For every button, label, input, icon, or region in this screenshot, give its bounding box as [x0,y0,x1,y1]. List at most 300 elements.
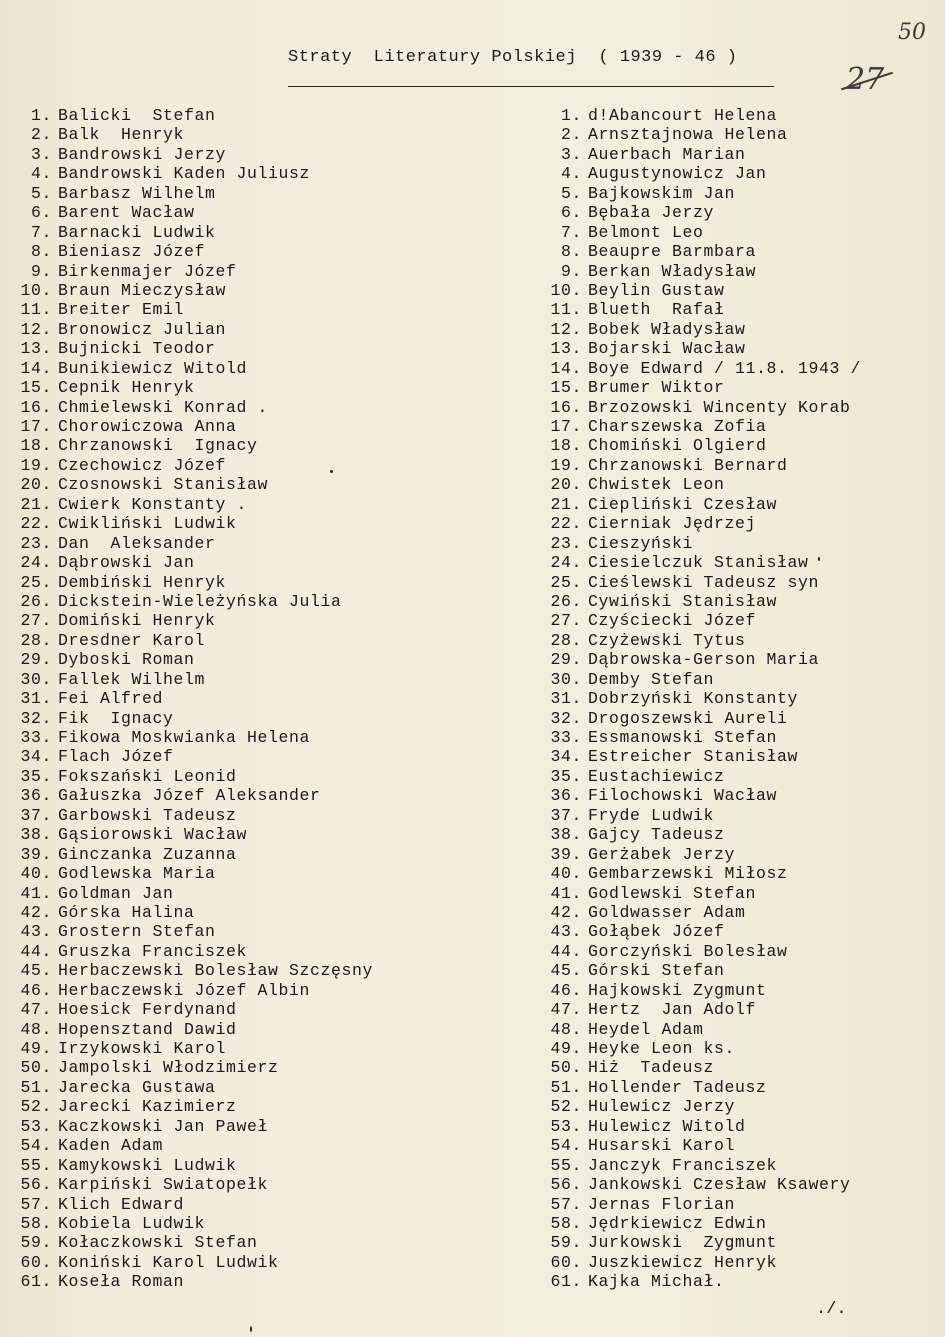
entry-name: Jędrkiewicz Edwin [588,1213,767,1233]
entry-number: 5. [30,183,52,203]
list-item [0,300,430,319]
entry-name: Fryde Ludwik [588,805,715,825]
entry-name: Ciepliński Czesław [588,494,778,514]
entry-name: Balk Henryk [58,125,185,145]
entry-name: Gajcy Tadeusz [588,825,725,845]
list-item [540,475,935,494]
entry-name: Arnsztajnowa Helena [588,125,788,145]
list-item [540,1117,935,1136]
entry-name: Bieniasz Józef [58,242,206,262]
list-item [0,709,430,728]
entry-number: 22. [20,514,52,534]
entry-number: 29. [550,650,582,670]
list-item [540,320,935,339]
list-item [540,164,935,183]
list-item [540,417,935,436]
entry-name: Bronowicz Julian [58,319,227,339]
list-item [540,495,935,514]
list-item [540,262,935,281]
entry-number: 2. [30,125,52,145]
entry-name: Goldwasser Adam [588,902,746,922]
entry-name: Gembarzewski Miłosz [588,864,788,884]
list-item [0,203,430,222]
entry-number: 37. [20,805,52,825]
list-item [540,825,935,844]
list-item [0,611,430,630]
list-item [540,242,935,261]
entry-number: 33. [550,728,582,747]
entry-number: 10. [20,280,52,300]
list-item [0,1195,430,1214]
entry-name: Fei Alfred [58,689,164,709]
entry-number: 38. [550,825,582,845]
entry-number: 8. [30,242,52,262]
list-item [540,378,935,397]
entry-number: 40. [20,864,52,884]
list-item [540,1214,935,1233]
list-item [0,689,430,708]
entry-number: 46. [20,980,52,1000]
list-item [0,495,430,514]
entry-number: 30. [20,669,52,689]
entry-number: 48. [550,1019,582,1039]
list-item [540,1039,935,1058]
list-item [0,242,430,261]
list-item [0,1078,430,1097]
list-item [0,903,430,922]
entry-number: 43. [20,922,52,942]
entry-name: Godlewski Stefan [588,883,757,903]
list-item [0,747,430,766]
entry-number: 19. [550,455,582,475]
list-item [0,164,430,183]
entry-name: Jankowski Czesław Ksawery [588,1175,851,1195]
list-item [540,1195,935,1214]
list-item [540,223,935,242]
list-item [540,534,935,553]
entry-name: Czyżewski Tytus [588,630,746,650]
list-item [540,728,935,747]
entry-name: Boye Edward / 11.8. 1943 / [588,358,862,378]
entry-number: 44. [20,941,52,961]
entry-number: 42. [550,902,582,922]
entry-name: Hoesick Ferdynand [58,1000,237,1020]
entry-name: Hajkowski Zygmunt [588,980,767,1000]
entry-name: Dresdner Karol [58,630,206,650]
list-item [540,514,935,533]
entry-name: Klich Edward [58,1194,185,1214]
entry-number: 9. [560,261,582,281]
list-item [0,553,430,572]
list-item [540,611,935,630]
entry-name: Dembiński Henryk [58,572,227,592]
entry-name: Kaden Adam [58,1136,164,1156]
entry-number: 24. [20,553,52,573]
entry-number: 27. [20,611,52,631]
list-item [540,184,935,203]
entry-number: 18. [20,436,52,456]
entry-name: Hertz Jan Adolf [588,1000,757,1020]
entry-name: Barbasz Wilhelm [58,183,216,203]
entry-name: Fallek Wilhelm [58,669,206,689]
list-item [540,864,935,883]
list-item [540,1136,935,1155]
entry-name: Belmont Leo [588,222,704,242]
left-name-list [0,106,430,1292]
entry-name: Breiter Emil [58,300,185,320]
list-item [540,398,935,417]
entry-name: Barnacki Ludwik [58,222,216,242]
ink-speck [330,470,333,473]
entry-name: Heydel Adam [588,1019,704,1039]
list-item [0,786,430,805]
list-item [0,359,430,378]
entry-number: 41. [20,883,52,903]
entry-number: 34. [20,747,52,767]
list-item [0,981,430,1000]
entry-name: Chrzanowski Ignacy [58,436,258,456]
entry-number: 49. [550,1039,582,1058]
entry-number: 41. [550,883,582,903]
entry-number: 49. [20,1039,52,1058]
list-item [0,145,430,164]
list-item [540,436,935,455]
list-item [0,534,430,553]
entry-number: 31. [550,689,582,709]
list-item [540,845,935,864]
entry-number: 40. [550,864,582,884]
entry-number: 35. [550,766,582,786]
entry-name: Dobrzyński Konstanty [588,689,799,709]
entry-name: Fikowa Moskwianka Helena [58,728,311,747]
entry-number: 39. [20,844,52,864]
entry-number: 57. [20,1194,52,1214]
entry-number: 54. [550,1136,582,1156]
entry-number: 5. [560,183,582,203]
right-name-list [540,106,935,1292]
entry-name: Domiński Henryk [58,611,216,631]
list-item [0,573,430,592]
entry-number: 22. [550,514,582,534]
entry-number: 55. [550,1155,582,1175]
list-item [0,106,430,125]
entry-number: 20. [550,475,582,495]
list-item [540,981,935,1000]
entry-number: 52. [550,1097,582,1117]
entry-name: Kołaczkowski Stefan [58,1233,258,1253]
list-item [540,1233,935,1252]
entry-number: 15. [550,378,582,398]
entry-name: Jurkowski Zygmunt [588,1233,778,1253]
list-item [0,1136,430,1155]
entry-number: 53. [550,1116,582,1136]
entry-name: Kamykowski Ludwik [58,1155,237,1175]
entry-name: Gerżabek Jerzy [588,844,736,864]
entry-number: 1. [560,106,582,125]
entry-name: Herbaczewski Józef Albin [58,980,311,1000]
entry-name: Chomiński Olgierd [588,436,767,456]
entry-name: Hulewicz Witold [588,1116,746,1136]
entry-name: Gąsiorowski Wacław [58,825,248,845]
entry-name: Jampolski Włodzimierz [58,1058,279,1078]
entry-name: Koniński Karol Ludwik [58,1252,279,1272]
entry-name: Cwierk Konstanty . [58,494,248,514]
entry-name: Gałuszka Józef Aleksander [58,786,321,806]
entry-name: Bandrowski Kaden Juliusz [58,164,311,184]
entry-number: 28. [20,630,52,650]
entry-number: 32. [550,708,582,728]
list-item [540,300,935,319]
entry-name: d!Abancourt Helena [588,106,778,125]
entry-number: 37. [550,805,582,825]
entry-name: Hopensztand Dawid [58,1019,237,1039]
entry-number: 33. [20,728,52,747]
entry-number: 50. [550,1058,582,1078]
entry-number: 19. [20,455,52,475]
list-item [0,1214,430,1233]
entry-name: Gruszka Franciszek [58,941,248,961]
entry-number: 11. [20,300,52,320]
list-item [0,1097,430,1116]
list-item [540,456,935,475]
entry-name: Chorowiczowa Anna [58,417,237,436]
entry-number: 26. [20,591,52,611]
entry-name: Hollender Tadeusz [588,1077,767,1097]
list-item [540,281,935,300]
entry-number: 36. [550,786,582,806]
entry-number: 4. [560,164,582,184]
entry-name: Charszewska Zofia [588,417,767,436]
entry-name: Cwikliński Ludwik [58,514,237,534]
entry-name: Hiż Tadeusz [588,1058,715,1078]
entry-name: Dan Aleksander [58,533,216,553]
list-item [540,106,935,125]
list-item [540,670,935,689]
entry-number: 6. [560,203,582,223]
list-item [540,884,935,903]
list-item [540,125,935,144]
entry-name: Jarecki Kazimierz [58,1097,237,1117]
entry-name: Juszkiewicz Henryk [588,1252,778,1272]
entry-number: 55. [20,1155,52,1175]
entry-number: 50. [20,1058,52,1078]
entry-name: Hulewicz Jerzy [588,1097,736,1117]
entry-name: Augustynowicz Jan [588,164,767,184]
entry-number: 53. [20,1116,52,1136]
entry-name: Chwistek Leon [588,475,725,495]
entry-number: 59. [550,1233,582,1253]
list-item [540,145,935,164]
entry-number: 17. [20,417,52,436]
list-item [540,573,935,592]
list-item [0,631,430,650]
list-item [0,1253,430,1272]
entry-number: 46. [550,980,582,1000]
entry-number: 7. [30,222,52,242]
entry-number: 17. [550,417,582,436]
entry-name: Berkan Władysław [588,261,757,281]
entry-number: 13. [20,339,52,359]
list-item [0,1117,430,1136]
list-item [540,747,935,766]
entry-number: 2. [560,125,582,145]
entry-number: 52. [20,1097,52,1117]
list-item [540,961,935,980]
entry-name: Flach Józef [58,747,174,767]
list-item [0,320,430,339]
entry-name: Chmielewski Konrad . [58,397,269,417]
entry-name: Grostern Stefan [58,922,216,942]
entry-name: Bunikiewicz Witold [58,358,248,378]
entry-number: 3. [30,144,52,164]
entry-number: 10. [550,280,582,300]
entry-number: 28. [550,630,582,650]
list-item [0,845,430,864]
entry-number: 29. [20,650,52,670]
entry-name: Bobek Władysław [588,319,746,339]
entry-number: 61. [20,1272,52,1292]
list-item [540,1253,935,1272]
list-item [0,378,430,397]
ink-speck [250,1326,252,1332]
entry-number: 26. [550,591,582,611]
entry-number: 31. [20,689,52,709]
list-item [0,825,430,844]
entry-name: Demby Stefan [588,669,715,689]
entry-name: Brumer Wiktor [588,378,725,398]
list-item [540,1058,935,1077]
list-item [0,281,430,300]
entry-name: Górska Halina [58,902,195,922]
entry-name: Blueth Rafał [588,300,725,320]
entry-name: Koseła Roman [58,1272,185,1292]
entry-name: Gorczyński Bolesław [588,941,788,961]
entry-number: 58. [550,1213,582,1233]
entry-name: Cieszyński [588,533,694,553]
entry-number: 11. [550,300,582,320]
page-number: 50 [898,20,926,45]
list-item [0,475,430,494]
list-item [0,670,430,689]
entry-number: 9. [30,261,52,281]
entry-name: Cierniak Jędrzej [588,514,757,534]
entry-name: Essmanowski Stefan [588,728,778,747]
list-item [540,1097,935,1116]
entry-number: 59. [20,1233,52,1253]
entry-number: 20. [20,475,52,495]
entry-number: 36. [20,786,52,806]
list-item [0,1058,430,1077]
entry-name: Bajkowskim Jan [588,183,736,203]
list-item [0,942,430,961]
entry-name: Auerbach Marian [588,144,746,164]
list-item [0,728,430,747]
entry-name: Garbowski Tadeusz [58,805,237,825]
entry-name: Birkenmajer Józef [58,261,237,281]
list-item [540,922,935,941]
list-item [0,184,430,203]
list-item [0,1233,430,1252]
entry-name: Eustachiewicz [588,766,725,786]
entry-number: 51. [20,1077,52,1097]
document-title: Straty Literatury Polskiej ( 1939 - 46 ) [288,48,738,67]
entry-name: Bandrowski Jerzy [58,144,227,164]
entry-number: 60. [20,1252,52,1272]
entry-number: 7. [560,222,582,242]
entry-number: 4. [30,164,52,184]
list-item [540,359,935,378]
entry-name: Bujnicki Teodor [58,339,216,359]
entry-number: 39. [550,844,582,864]
list-item [0,456,430,475]
list-item [0,514,430,533]
entry-number: 44. [550,941,582,961]
entry-name: Gołąbek Józef [588,922,725,942]
list-item [0,806,430,825]
list-item [540,631,935,650]
entry-name: Dąbrowska-Gerson Maria [588,650,820,670]
list-item [0,1039,430,1058]
list-item [0,961,430,980]
entry-number: 14. [550,358,582,378]
list-item [0,398,430,417]
list-item [540,1078,935,1097]
entry-name: Górski Stefan [588,961,725,981]
list-item [0,436,430,455]
entry-number: 61. [550,1272,582,1292]
list-item [0,1020,430,1039]
list-item [540,203,935,222]
entry-number: 30. [550,669,582,689]
list-item [540,689,935,708]
entry-name: Irzykowski Karol [58,1039,227,1058]
entry-number: 45. [20,961,52,981]
entry-number: 13. [550,339,582,359]
entry-number: 42. [20,902,52,922]
entry-name: Czyściecki Józef [588,611,757,631]
list-item [0,592,430,611]
entry-number: 35. [20,766,52,786]
entry-name: Braun Mieczysław [58,280,227,300]
entry-name: Ginczanka Zuzanna [58,844,237,864]
entry-name: Jarecka Gustawa [58,1077,216,1097]
entry-name: Jernas Florian [588,1194,736,1214]
entry-number: 16. [550,397,582,417]
entry-name: Beaupre Barmbara [588,242,757,262]
list-item [540,767,935,786]
entry-name: Cepnik Henryk [58,378,195,398]
entry-number: 56. [550,1175,582,1195]
entry-number: 47. [550,1000,582,1020]
entry-name: Kobiela Ludwik [58,1213,206,1233]
list-item [540,786,935,805]
list-item [540,1175,935,1194]
list-item [0,417,430,436]
entry-number: 24. [550,553,582,573]
entry-name: Balicki Stefan [58,106,216,125]
entry-number: 3. [560,144,582,164]
entry-number: 60. [550,1252,582,1272]
list-item [0,1156,430,1175]
entry-name: Czechowicz Józef [58,455,227,475]
entry-number: 6. [30,203,52,223]
entry-name: Brzozowski Wincenty Korab [588,397,851,417]
entry-number: 18. [550,436,582,456]
list-item [0,125,430,144]
entry-name: Dąbrowski Jan [58,553,195,573]
entry-name: Dyboski Roman [58,650,195,670]
entry-number: 43. [550,922,582,942]
